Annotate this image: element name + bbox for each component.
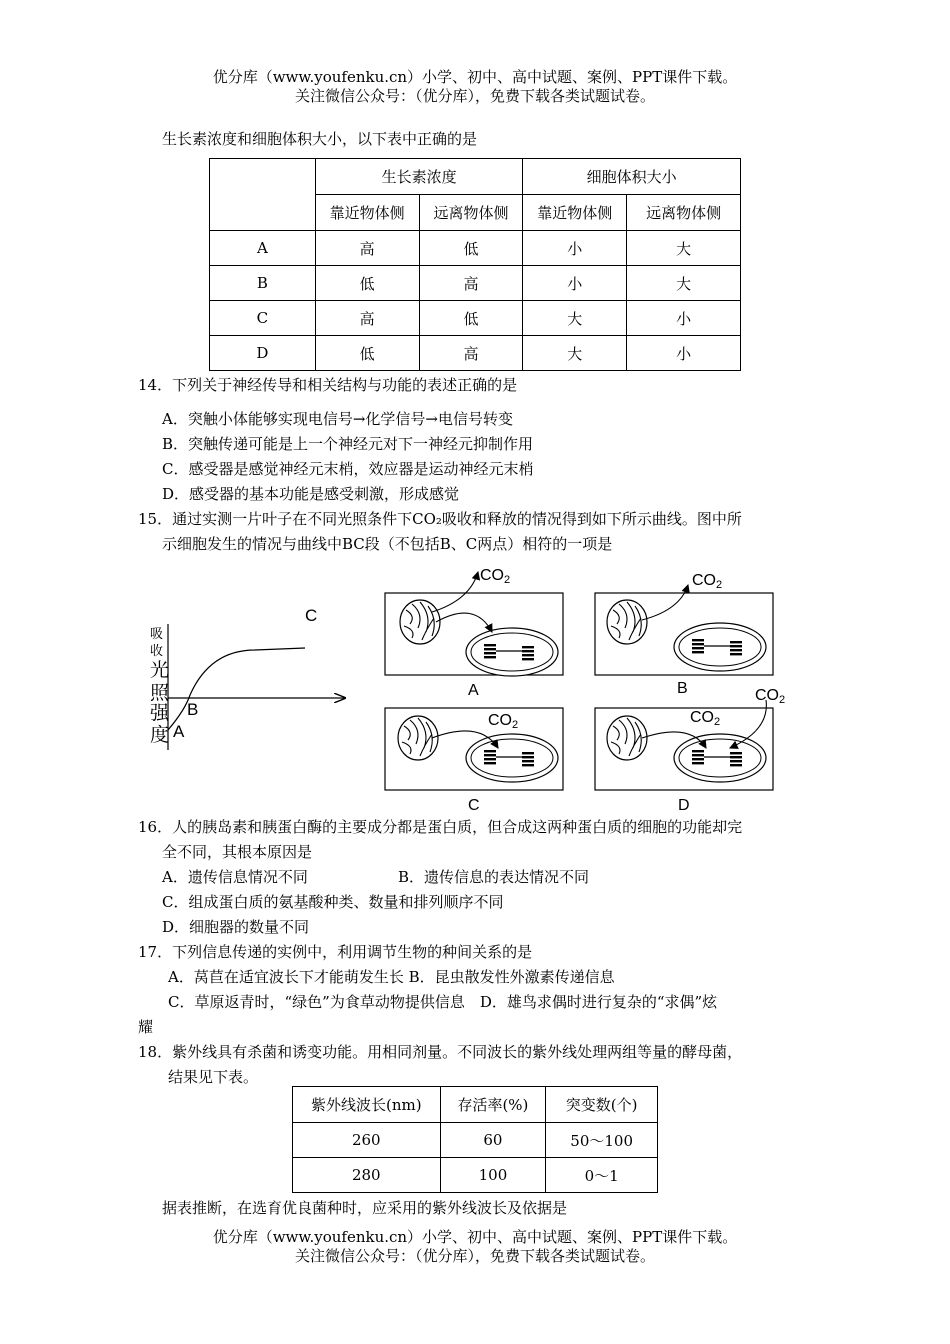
y-label-char: 强 (150, 703, 170, 724)
y-label-char: 光 (150, 660, 170, 681)
table-cell: 100 (440, 1158, 546, 1193)
table-cell: 小 (627, 336, 741, 371)
table-cell: 高 (315, 301, 419, 336)
table-cell: 小 (627, 301, 741, 336)
panel-d (595, 687, 785, 790)
point-b-label: B (187, 700, 199, 719)
q16-option-c: C．组成蛋白质的氨基酸种类、数量和排列顺序不同 (162, 893, 504, 911)
q13-stem-tail: 生长素浓度和细胞体积大小，以下表中正确的是 (162, 130, 478, 148)
q16-option-a: A．遗传信息情况不同 (162, 868, 308, 886)
page-footer-line2: 关注微信公众号：（优分库），免费下载各类试题试卷。 (294, 1247, 655, 1265)
q15-cell-panels (380, 560, 800, 820)
co2-label: CO2 (755, 687, 786, 706)
table-cell: 260 (293, 1123, 441, 1158)
point-c-label: C (305, 606, 318, 625)
q16-option-d: D．细胞器的数量不同 (162, 918, 310, 936)
y-label-char: 收 (150, 643, 164, 658)
panel-c (385, 708, 563, 790)
table-cell: 大 (523, 301, 627, 336)
table-cell: 高 (419, 336, 523, 371)
q14-option-c: C．感受器是感觉神经元末梢，效应器是运动神经元末梢 (162, 460, 534, 478)
table-row (210, 231, 741, 266)
co2-label: CO2 (692, 572, 723, 591)
table-cell: 低 (419, 231, 523, 266)
q17-stem: 17．下列信息传递的实例中，利用调节生物的种间关系的是 (138, 943, 533, 961)
q18-table (292, 1086, 658, 1193)
mitochondrion (607, 600, 647, 644)
mitochondrion (607, 716, 647, 760)
chloroplast (674, 734, 766, 782)
q15-stem-line1: 15．通过实测一片叶子在不同光照条件下CO₂吸收和释放的情况得到如下所示曲线。图中所 (138, 510, 742, 528)
panel-b-label: B (677, 680, 688, 697)
q16-option-b: B．遗传信息的表达情况不同 (398, 868, 590, 886)
table-row (293, 1158, 658, 1193)
q14-stem: 14．下列关于神经传导和相关结构与功能的表述正确的是 (138, 376, 518, 394)
table-row (210, 336, 741, 371)
q13-header-auxin: 生长素浓度 (315, 159, 523, 195)
page-footer-line1: 优分库（www.youfenku.cn）小学、初中、高中试题、案例、PPT课件下载。 (212, 1228, 738, 1246)
y-label-char: 照 (150, 683, 170, 704)
q16-stem-line1: 16．人的胰岛素和胰蛋白酶的主要成分都是蛋白质，但合成这两种蛋白质的细胞的功能却完 (138, 818, 743, 836)
q14-option-d: D．感受器的基本功能是感受刺激，形成感觉 (162, 485, 460, 503)
chloroplast (466, 628, 558, 676)
q13-sub-header: 远离物体侧 (419, 195, 523, 231)
mitochondrion (400, 600, 440, 644)
table-cell: 大 (627, 266, 741, 301)
q15-stem-line2: 示细胞发生的情况与曲线中BC段（不包括B、C两点）相符的一项是 (162, 535, 613, 553)
q18-stem-line1: 18．紫外线具有杀菌和诱变功能。用相同剂量。不同波长的紫外线处理两组等量的酵母菌， (138, 1043, 743, 1061)
table-cell: 小 (523, 266, 627, 301)
table-cell: D (210, 336, 316, 371)
table-cell: 大 (627, 231, 741, 266)
table-cell: 低 (315, 336, 419, 371)
table-cell: 0～1 (546, 1158, 658, 1193)
q17-options-ab: A．莴苣在适宜波长下才能萌发生长 B．昆虫散发性外激素传递信息 (168, 968, 615, 986)
q14-option-a: A．突触小体能够实现电信号→化学信号→电信号转变 (162, 410, 513, 428)
table-cell: 低 (315, 266, 419, 301)
y-label-char: 吸 (150, 626, 164, 641)
panel-b (595, 572, 773, 675)
point-a-label: A (173, 722, 185, 741)
table-cell: 280 (293, 1158, 441, 1193)
q15-co2-graph (140, 600, 360, 760)
q14-option-b: B．突触传递可能是上一个神经元对下一神经元抑制作用 (162, 435, 534, 453)
panel-d-label: D (678, 797, 690, 814)
table-cell: 小 (523, 231, 627, 266)
panel-c-label: C (468, 797, 480, 814)
table-header: 存活率(%) (440, 1087, 546, 1123)
table-header: 突变数(个) (546, 1087, 658, 1123)
q16-stem-line2: 全不同，其根本原因是 (162, 843, 313, 861)
table-row (210, 301, 741, 336)
table-row (210, 266, 741, 301)
q18-followup: 据表推断，在选育优良菌种时，应采用的紫外线波长及依据是 (162, 1199, 568, 1217)
q13-sub-header: 靠近物体侧 (315, 195, 419, 231)
q17-options-cd-tail: 耀 (138, 1018, 154, 1036)
table-cell: A (210, 231, 316, 266)
table-header: 紫外线波长(nm) (293, 1087, 441, 1123)
co2-label: CO2 (690, 709, 721, 728)
table-cell: 低 (419, 301, 523, 336)
q17-options-cd: C．草原返青时，“绿色”为食草动物提供信息 D．雄鸟求偶时进行复杂的“求偶”炫 (168, 993, 718, 1011)
table-cell: C (210, 301, 316, 336)
q18-stem-line2: 结果见下表。 (168, 1068, 259, 1086)
q13-sub-header: 远离物体侧 (627, 195, 741, 231)
co2-label: CO2 (480, 567, 511, 586)
panel-a (385, 567, 563, 676)
co2-label: CO2 (488, 712, 519, 731)
table-cell: 60 (440, 1123, 546, 1158)
page-header-line2: 关注微信公众号：（优分库），免费下载各类试题试卷。 (294, 87, 655, 105)
table-cell: 大 (523, 336, 627, 371)
table-cell: 高 (315, 231, 419, 266)
table-cell: 高 (419, 266, 523, 301)
table-cell: B (210, 266, 316, 301)
q13-table (209, 158, 741, 371)
table-cell: 50～100 (546, 1123, 658, 1158)
panel-a-label: A (468, 682, 479, 699)
page-header-line1: 优分库（www.youfenku.cn）小学、初中、高中试题、案例、PPT课件下载。 (212, 68, 738, 86)
chloroplast (674, 623, 766, 671)
y-label-char: 度 (150, 725, 170, 746)
q13-sub-header: 靠近物体侧 (523, 195, 627, 231)
q13-header-cell-size: 细胞体积大小 (523, 159, 741, 195)
table-row (293, 1123, 658, 1158)
chloroplast (466, 734, 558, 782)
q13-table-corner (210, 159, 316, 231)
